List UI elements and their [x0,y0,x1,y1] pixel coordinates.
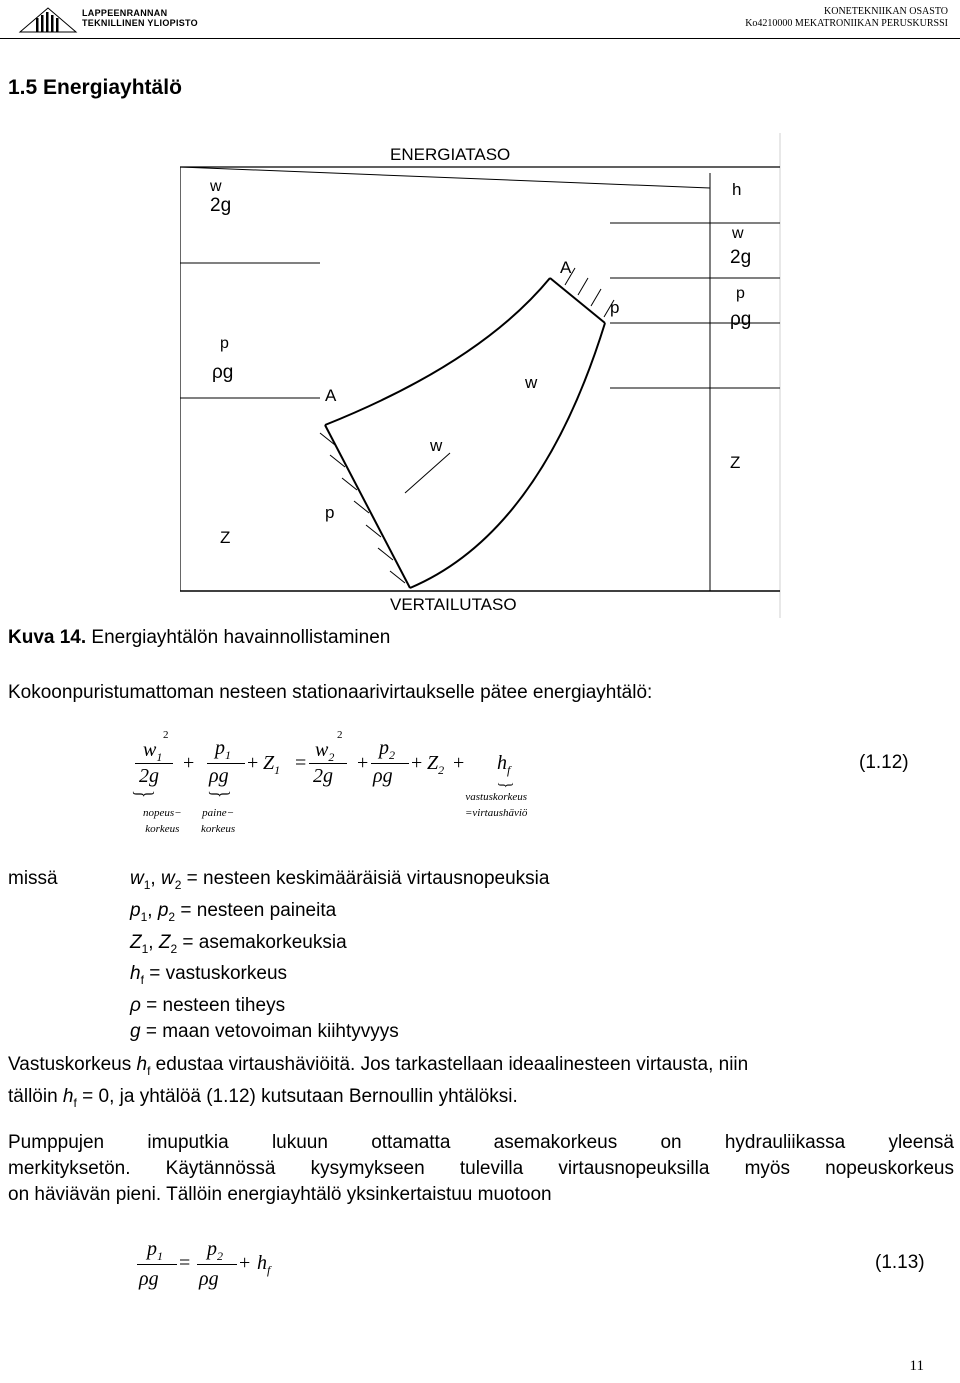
w1-squared-label: w [210,178,222,195]
eq13-plus: + [239,1252,251,1274]
two-g-label-1: 2g [210,195,232,216]
equation-number-1-12: (1.12) [859,752,909,773]
definition-p: $p_1$, $p_2$ = nesteen paineita [130,899,337,924]
section-title: 1.5 Energiayhtälö [8,76,182,99]
eq-w1: w [143,739,157,761]
logo-columns-icon [18,6,78,34]
eq-z1-sub: 1 [274,763,281,777]
eq13-p1: p [147,1238,157,1260]
university-line1: LAPPEENRANNAN [82,8,168,18]
eq-rhog: ρg [373,765,393,787]
eq-w2: w [315,739,329,761]
definition-g: g = maan vetovoiman kiihtyvyys [130,1021,399,1043]
figure-caption [8,627,390,649]
underbrace-1: } [130,790,158,798]
w1-label: w [430,436,443,455]
energiataso-label: ENERGIATASO [390,145,511,164]
intro-text: Kokoonpuristumattoman nesteen stationaarivirtaukselle pätee energiayhtälö: [8,682,653,703]
w2-squared-label: w [732,225,744,242]
eq-h: h [497,752,507,774]
para2-line3: on häviävän pieni. Tällöin energiayhtälö yksinkertaistuu muotoon [8,1184,552,1205]
p2-label: p [610,298,620,317]
z2-label: Z [730,453,741,472]
eq-p1-sub: 1 [225,748,231,762]
eq-h-sub: f [507,763,511,777]
frac-line [371,763,409,764]
under-label-3a: vastuskorkeus [465,791,528,803]
under-label-2b: korkeus [201,823,236,835]
eq-w1-sq: 2 [163,729,169,741]
eq-w2-sq: 2 [337,729,343,741]
equation-number-1-13: (1.13) [875,1252,925,1273]
eq13-rhog-1: ρg [139,1268,159,1290]
eq-p1: p [215,737,225,759]
under-label-3b: =virtaushäviö [465,807,528,819]
two-g-label-2: 2g [730,247,752,268]
eq-plus: + [357,752,369,774]
definition-hf: $h_f$ = vastuskorkeus [130,963,288,988]
w2-label: w [525,373,538,392]
course-name: Ko4210000 MEKATRONIIKAN PERUSKURSSI [745,18,948,29]
course-header [745,6,948,30]
rhog-label-2: ρg [730,309,752,330]
under-label-1b: korkeus [145,823,180,835]
eq13-rhog-2: ρg [199,1268,219,1290]
university-name [82,8,198,28]
eq13-equals: = [179,1252,191,1274]
equation-1-12 [130,729,935,845]
a2-label: A [560,258,572,277]
frac-line [137,1264,177,1265]
eq-plus: + [183,752,195,774]
eq13-p2: p [207,1238,217,1260]
eq-rhog: ρg [209,765,229,787]
department: KONETEKNIIKAN OSASTO [824,6,948,17]
eq-w2-sub: 2 [328,750,335,764]
eq-plus: + [247,752,259,774]
under-label-2 [201,805,235,837]
para2-line1: Pumppujen imuputkia lukuun ottamatta asemakorkeus on hydrauliikassa yleensä [8,1132,954,1153]
eq-2g: 2g [139,765,159,787]
eq13-p1-sub: 1 [157,1249,163,1263]
definition-w: $w_1$, $w_2$ = nesteen keskimääräisiä virtausnopeuksia [130,868,550,892]
caption-text: Energiayhtälön havainnollistaminen [86,627,391,648]
university-logo [18,6,78,39]
para2-line2: merkityksetön. Käytännössä kysymykseen tulevilla virtausnopeuksilla myös nopeuskorkeus [8,1158,954,1179]
eq-2g: 2g [313,765,333,787]
p2-rhog-label: p [736,285,745,302]
eq-z1: Z [263,752,275,774]
eq-w1-sub: 1 [156,750,163,764]
energy-figure [180,133,785,623]
underbrace-2: } [206,790,234,798]
p1-label: p [325,503,335,522]
frac-line [309,763,347,764]
paragraph-simplification [8,1130,954,1208]
eq13-h-sub: f [267,1263,271,1277]
under-label-2a: paine− [202,807,235,819]
paragraph-bernoulli: Vastuskorkeus $h_f$ edustaa virtaushäviöitä. Jos tarkastellaan ideaalinesteen virtausta, niin tällöin $h_f = 0$, ja yhtälöä (1.12) kutsutaan Bernoullin yhtälöksi. [8,1054,749,1110]
header-rule [0,38,960,39]
eq13-p2-sub: 2 [217,1249,223,1263]
frac-line [197,1264,237,1265]
eq-z2: Z [427,752,439,774]
z1-label: Z [220,528,231,547]
energy-diagram [180,133,785,618]
page-number: 11 [909,1358,924,1374]
definition-rho: ρ = nesteen tiheys [130,995,286,1017]
eq-z2-sub: 2 [438,763,445,777]
eq-plus: + [411,752,423,774]
caption-label: Kuva 14. [8,627,87,648]
vertailutaso-label: VERTAILUTASO [390,595,517,614]
under-label-1a: nopeus− [143,807,182,819]
under-label-3 [465,789,527,821]
underbrace-3: } [495,781,515,789]
eq-p2: p [379,737,389,759]
under-label-1 [143,805,182,837]
eq-equals: = [295,752,307,774]
frac-line [207,763,245,764]
rhog-label-1: ρg [212,362,234,383]
eq13-h: h [257,1252,267,1274]
university-line2: TEKNILLINEN YLIOPISTO [82,18,198,28]
definition-z: $Z_1$, $Z_2$ = asemakorkeuksia [130,931,347,956]
eq-p2-sub: 2 [389,748,395,762]
p1-rhog-label: p [220,335,229,352]
hf-label: h [732,180,742,199]
a1-label: A [325,386,337,405]
equation-1-13 [135,1238,945,1308]
frac-line [135,763,173,764]
eq-plus: + [453,752,465,774]
missa-label: missä [8,868,58,889]
definitions-list [130,866,549,1045]
